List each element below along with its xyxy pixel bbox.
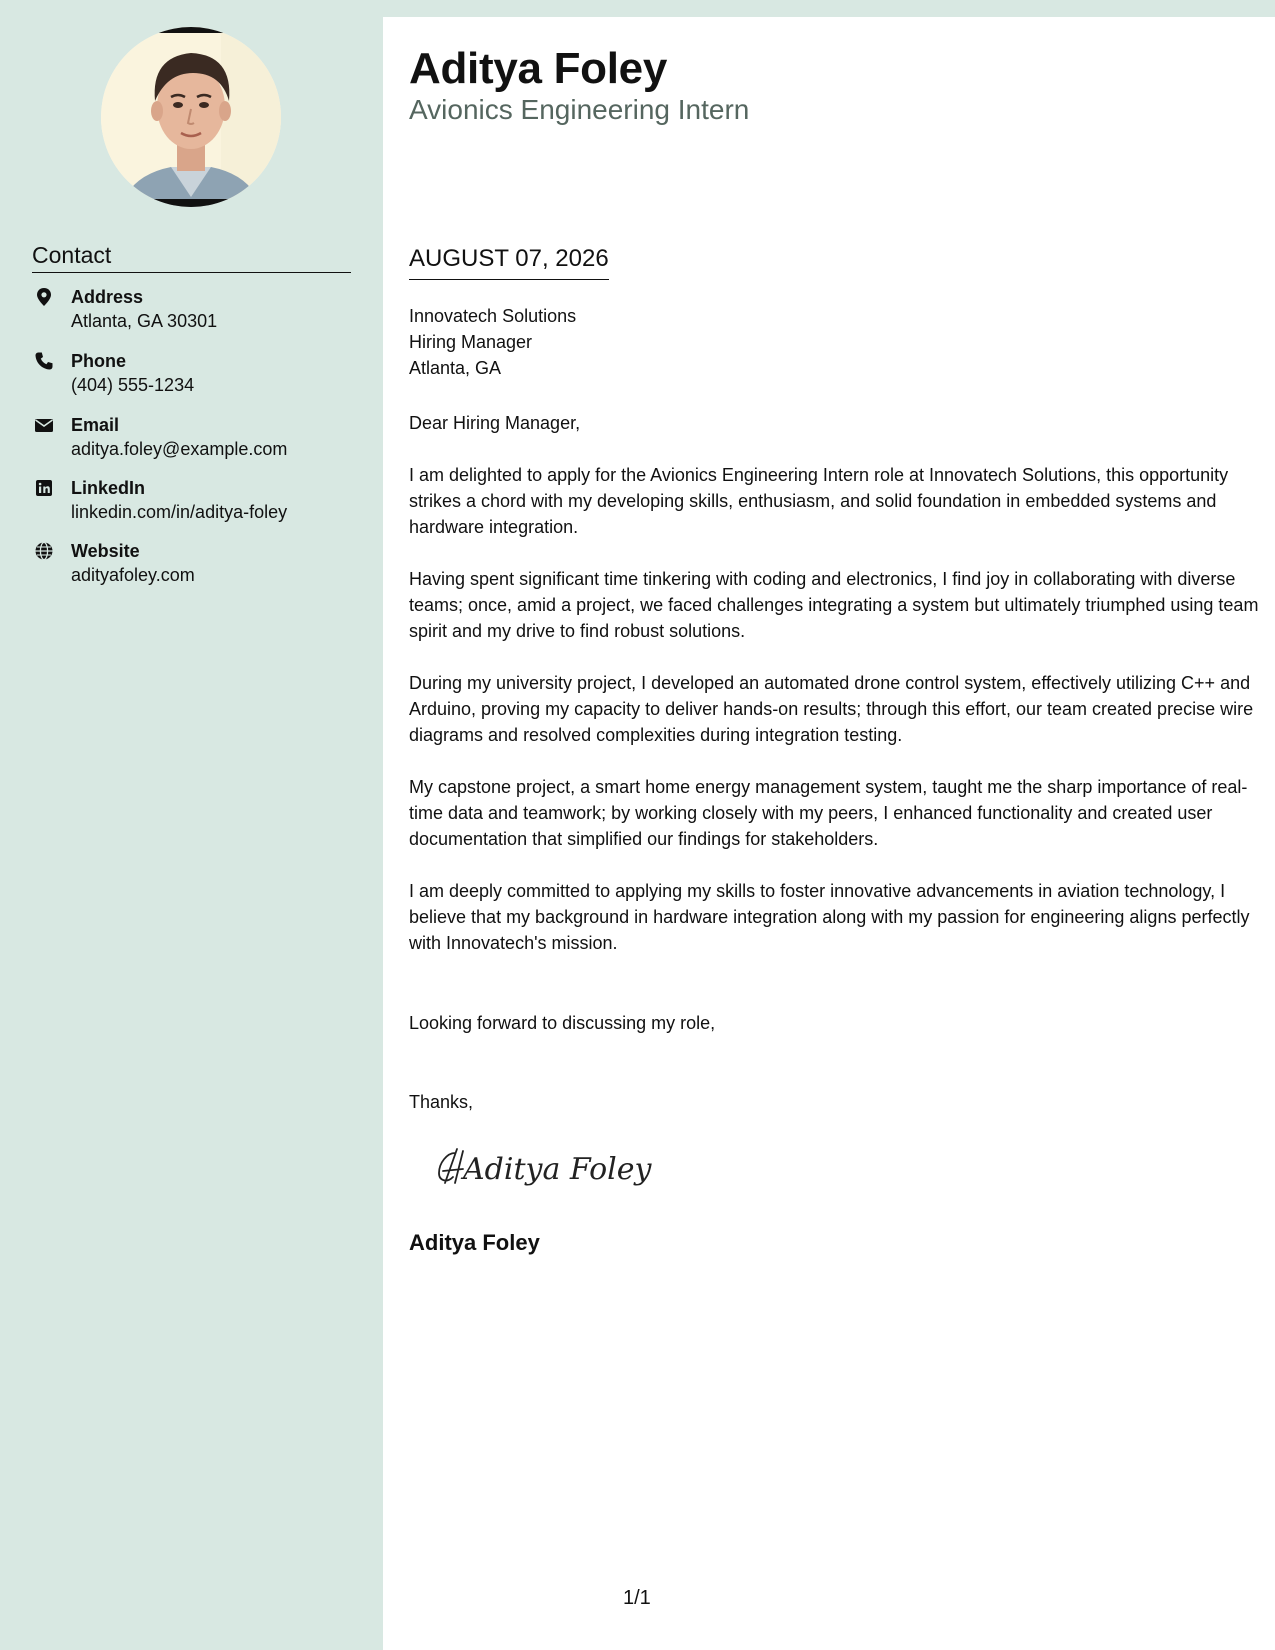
body-paragraph: During my university project, I developed an automated drone control system, effectively utilizing C++ and Arduino, proving my capacity to deliver hands-on results; through this effort, our team created precise wire diagrams and resolved complexities during integration testing. xyxy=(409,673,1254,745)
profile-photo xyxy=(101,27,281,207)
closing-line: Looking forward to discussing my role, xyxy=(409,1013,716,1033)
applicant-name: Aditya Foley xyxy=(409,44,668,93)
envelope-icon xyxy=(34,415,54,435)
body-paragraph: Having spent significant time tinkering with coding and electronics, I find joy in collaborating with diverse teams; once, amid a project, we faced challenges integrating a system but ultimately triumphed using team spirit and my drive to find robust solutions. xyxy=(409,569,1259,641)
handwritten-signature xyxy=(433,1137,663,1197)
contact-item-website xyxy=(32,539,362,603)
salutation: Dear Hiring Manager, xyxy=(409,413,581,433)
email-value[interactable]: aditya.foley@example.com xyxy=(71,439,288,459)
address-value: Atlanta, GA 30301 xyxy=(71,311,218,331)
letter-main xyxy=(383,17,1275,1650)
body-paragraph: I am delighted to apply for the Avionics Engineering Intern role at Innovatech Solutions, this opportunity strikes a chord with my developing skills, enthusiasm, and solid foundation in embedded systems and hardware integration. xyxy=(409,465,1229,537)
recipient-block xyxy=(409,303,576,381)
body-paragraph: I am deeply committed to applying my skills to foster innovative advancements in aviation technology, I believe that my background in hardware integration along with my passion for engineering aligns perfectly with Innovatech's mission. xyxy=(409,881,1250,953)
job-title: Avionics Engineering Intern xyxy=(409,94,750,125)
recipient-location: Atlanta, GA xyxy=(409,358,502,378)
linkedin-value[interactable]: linkedin.com/in/aditya-foley xyxy=(71,502,288,522)
globe-icon xyxy=(34,541,54,561)
contact-label: Address xyxy=(71,287,144,307)
recipient-role: Hiring Manager xyxy=(409,332,533,352)
contact-item-linkedin xyxy=(32,476,362,539)
contact-item-address xyxy=(32,285,362,349)
recipient-company: Innovatech Solutions xyxy=(409,306,577,326)
contact-label: Phone xyxy=(71,351,127,371)
contact-list xyxy=(32,285,362,603)
sign-off: Thanks, xyxy=(409,1092,474,1112)
contact-label: Email xyxy=(71,415,120,435)
page-number: 1/1 xyxy=(623,1587,651,1609)
body-paragraph: My capstone project, a smart home energy management system, taught me the sharp importance of real-time data and teamwork; by working closely with my peers, I enhanced functionality and created user documentation that simplified our findings for stakeholders. xyxy=(409,777,1248,849)
phone-icon xyxy=(34,351,54,371)
website-value[interactable]: adityafoley.com xyxy=(71,565,195,585)
sidebar xyxy=(0,0,383,1650)
phone-value: (404) 555-1234 xyxy=(71,375,195,395)
signature-text: Aditya Foley xyxy=(463,1152,652,1187)
contact-label: Website xyxy=(71,541,140,561)
contact-label: LinkedIn xyxy=(71,478,146,498)
map-pin-icon xyxy=(34,287,54,307)
letter-date: AUGUST 07, 2026 xyxy=(409,243,609,280)
contact-heading: Contact xyxy=(32,240,351,273)
contact-item-phone xyxy=(32,349,362,413)
linkedin-icon xyxy=(34,478,54,498)
signer-name: Aditya Foley xyxy=(409,1230,540,1255)
contact-item-email xyxy=(32,413,362,476)
letter-body xyxy=(409,410,1259,982)
